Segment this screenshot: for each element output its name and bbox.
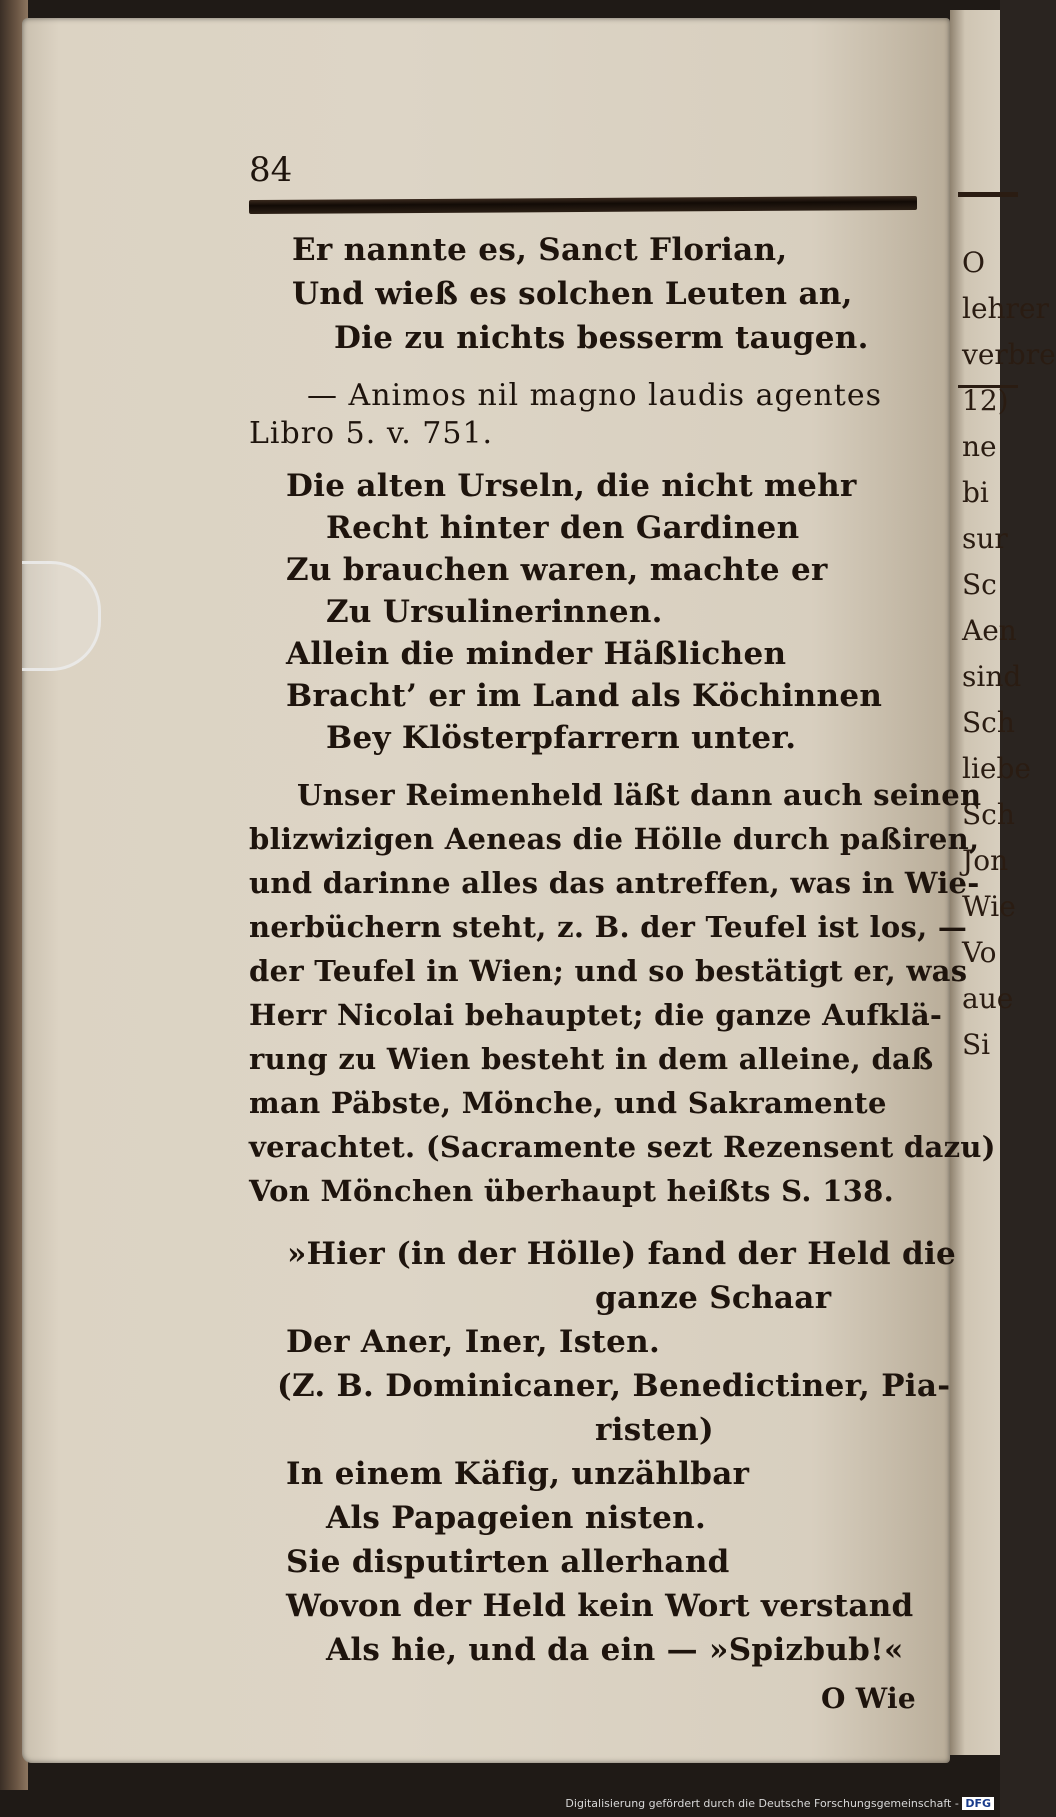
next-page-fragment: Sch <box>962 706 1015 739</box>
prose-line: nerbüchern steht, z. B. der Teufel ist los, — <box>249 910 968 944</box>
latin-reference: Libro 5. v. 751. <box>249 416 494 451</box>
next-page-fragment: sur <box>962 522 1008 555</box>
verse-line: ganze Schaar <box>595 1280 832 1316</box>
prose-line: Von Mönchen überhaupt heißts S. 138. <box>249 1174 895 1208</box>
latin-quote: — Animos nil magno laudis agentes <box>307 378 882 413</box>
next-page-fragment: Vo <box>962 936 997 969</box>
verse-line: Als Papageien nisten. <box>326 1500 707 1536</box>
verse-line: Der Aner, Iner, Isten. <box>286 1324 661 1360</box>
next-page-fragment: aue <box>962 982 1014 1015</box>
verse-line: Wovon der Held kein Wort verstand <box>286 1588 914 1624</box>
next-page-fragment: liebe <box>962 752 1031 785</box>
prose-line: rung zu Wien besteht in dem alleine, daß <box>249 1042 934 1076</box>
next-page-text <box>962 240 1056 1068</box>
next-page-fragment: Wie <box>962 890 1016 923</box>
verse-line: Recht hinter den Gardinen <box>326 510 800 546</box>
verse-line: Bey Klösterpfarrern unter. <box>326 720 797 756</box>
next-page-fragment: Sch <box>962 798 1015 831</box>
next-page-fragment: verbre <box>962 338 1056 371</box>
verse-line: Er nannte es, Sanct Florian, <box>292 232 788 268</box>
next-page-fragment: ne <box>962 430 997 463</box>
next-page-fragment: Jon <box>962 844 1009 877</box>
verse-line: Die alten Urseln, die nicht mehr <box>286 468 857 504</box>
verse-line: In einem Käfig, unzählbar <box>286 1456 750 1492</box>
verse-line: Zu brauchen waren, machte er <box>286 552 828 588</box>
next-page-fragment: sind <box>962 660 1022 693</box>
next-page-fragment: Si <box>962 1028 991 1061</box>
verse-line: (Z. B. Dominicaner, Benedictiner, Pia- <box>277 1368 951 1404</box>
catchword: O Wie <box>821 1682 917 1715</box>
verse-line: Und wieß es solchen Leuten an, <box>292 276 853 312</box>
next-page-fragment: O <box>962 246 985 279</box>
next-page-fragment: Sc <box>962 568 997 601</box>
prose-line: man Päbste, Mönche, und Sakramente <box>249 1086 887 1120</box>
prose-line: blizwizigen Aeneas die Hölle durch paßiren, <box>249 822 980 856</box>
prose-line: der Teufel in Wien; und so bestätigt er, was <box>249 954 968 988</box>
next-page-fragment: 12) <box>962 384 1009 417</box>
prose-line: Unser Reimenheld läßt dann auch seinen <box>297 778 982 812</box>
verse-line: Allein die minder Häßlichen <box>286 636 787 672</box>
verse-line: Sie disputirten allerhand <box>286 1544 730 1580</box>
digitization-footer <box>565 1797 994 1810</box>
prose-line: verachtet. (Sacramente sezt Rezensent dazu) <box>249 1130 996 1164</box>
dfg-logo: DFG <box>962 1797 994 1810</box>
verse-line: Die zu nichts besserm taugen. <box>334 320 869 356</box>
verse-line: Als hie, und da ein — »Spizbub!« <box>326 1632 904 1668</box>
next-page-rule <box>958 192 1018 197</box>
page-clip <box>22 561 101 671</box>
verse-line: risten) <box>595 1412 714 1448</box>
footer-text: Digitalisierung gefördert durch die Deutsche Forschungsgemeinschaft - <box>565 1797 959 1810</box>
page-number: 84 <box>249 150 293 190</box>
next-page-fragment: bi <box>962 476 989 509</box>
next-page-fragment: Aen <box>962 614 1017 647</box>
prose-line: und darinne alles das antreffen, was in Wie- <box>249 866 980 900</box>
verse-line: Bracht’ er im Land als Köchinnen <box>286 678 883 714</box>
prose-line: Herr Nicolai behauptet; die ganze Aufklä- <box>249 998 943 1032</box>
verse-line: »Hier (in der Hölle) fand der Held die <box>287 1236 957 1272</box>
next-page-fragment: lehrer <box>962 292 1049 325</box>
verse-line: Zu Ursulinerinnen. <box>326 594 663 630</box>
